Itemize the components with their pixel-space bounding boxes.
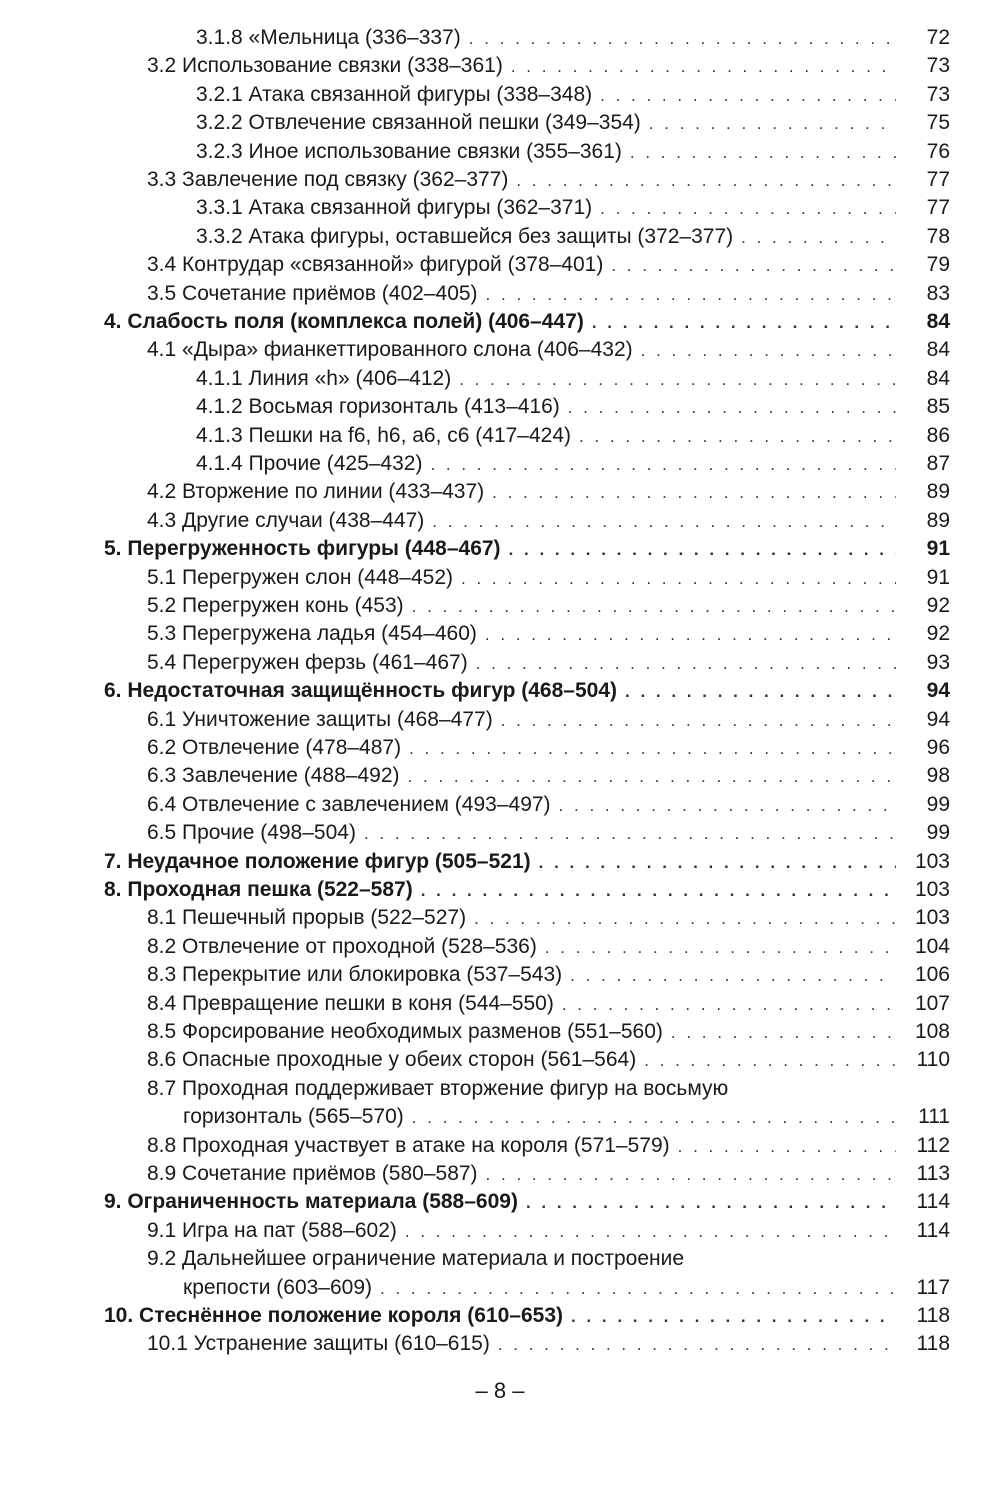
toc-entry-title: 3.5 Сочетание приёмов (402–405) xyxy=(147,281,478,305)
dot-leader xyxy=(644,1047,896,1075)
toc-entry-title: 5. Перегруженность фигуры (448–467) xyxy=(104,537,501,561)
toc-entry-page: 107 xyxy=(914,991,950,1015)
toc-entry-page: 79 xyxy=(926,253,950,277)
toc-entry-title: 3.3.1 Атака связанной фигуры (362–371) xyxy=(196,196,593,220)
toc-entry-title: 4.1 «Дыра» фианкеттированного слона (406–432) xyxy=(147,338,633,362)
toc-entry xyxy=(0,1018,1000,1046)
toc-entry-title: 8.9 Сочетание приёмов (580–587) xyxy=(147,1162,478,1185)
toc-entry-title: 9.2 Дальнейшее ограничение материала и построение xyxy=(147,1247,685,1271)
toc-entry xyxy=(0,791,1000,819)
toc-entry-title: 5.3 Перегружена ладья (454–460) xyxy=(147,622,477,646)
toc-entry xyxy=(0,819,1000,847)
toc-entry-title: 3.1.8 «Мельница (336–337) xyxy=(196,26,461,49)
dot-leader xyxy=(678,1133,896,1161)
dot-leader xyxy=(405,1218,896,1246)
dot-leader xyxy=(486,281,896,309)
toc-entry xyxy=(0,1245,1000,1302)
dot-leader xyxy=(476,650,896,678)
toc-entry xyxy=(0,450,1000,478)
toc-entry-page: 93 xyxy=(926,650,950,674)
toc-entry xyxy=(0,52,1000,80)
dot-leader xyxy=(562,991,896,1019)
toc-entry-title: 4.3 Другие случаи (438–447) xyxy=(147,508,425,532)
toc-entry xyxy=(0,620,1000,648)
toc-entry-page: 75 xyxy=(926,111,950,135)
toc-entry-title: 8.2 Отвлечение от проходной (528–536) xyxy=(147,934,537,958)
toc-entry-title: 9. Ограниченность материала (588–609) xyxy=(104,1190,518,1214)
toc-entry-title: 9.1 Игра на пат (588–602) xyxy=(147,1218,397,1242)
toc-entry xyxy=(0,280,1000,308)
toc-entry-title: 7. Неудачное положение фигур (505–521) xyxy=(104,849,531,873)
toc-entry-page: 89 xyxy=(926,480,950,504)
dot-leader xyxy=(492,479,896,507)
toc-entry-title: 5.4 Перегружен ферзь (461–467) xyxy=(147,650,468,674)
toc-entry-page: 91 xyxy=(926,537,950,561)
toc-entry-page: 118 xyxy=(916,1332,950,1356)
dot-leader xyxy=(611,252,896,280)
dot-leader xyxy=(409,735,896,763)
toc-entry-page: 110 xyxy=(916,1048,950,1072)
toc-entry xyxy=(0,138,1000,166)
toc-entry-continuation: крепости (603–609) xyxy=(183,1275,373,1299)
toc-entry-title: 4.1.1 Линия «h» (406–412) xyxy=(196,366,452,390)
toc-entry-page: 92 xyxy=(926,622,950,646)
toc-chapter xyxy=(0,308,1000,336)
dot-leader xyxy=(641,337,896,365)
dot-leader xyxy=(625,678,896,706)
toc-entry xyxy=(0,194,1000,222)
toc-entry-page: 103 xyxy=(914,906,950,930)
dot-leader xyxy=(568,394,896,422)
toc-chapter xyxy=(0,876,1000,904)
toc-entry-page: 106 xyxy=(914,963,950,987)
toc-entry-title: 4.2 Вторжение по линии (433–437) xyxy=(147,480,485,504)
toc-entry-page: 72 xyxy=(926,26,950,49)
toc-entry-page: 91 xyxy=(926,565,950,589)
toc-entry-title: 8.4 Превращение пешки в коня (544–550) xyxy=(147,991,554,1015)
toc-entry-page: 104 xyxy=(914,934,950,958)
toc-entry-page: 94 xyxy=(926,679,950,703)
toc-entry-page: 112 xyxy=(916,1133,950,1157)
dot-leader xyxy=(412,1104,896,1132)
toc-entry-page: 89 xyxy=(926,508,950,532)
toc-entry-title: 10. Стеснённое положение короля (610–653) xyxy=(104,1304,563,1327)
toc-entry xyxy=(0,1160,1000,1188)
toc-chapter xyxy=(0,677,1000,705)
toc-entry xyxy=(0,251,1000,279)
toc-entry xyxy=(0,1132,1000,1160)
toc-entry-title: 6.5 Прочие (498–504) xyxy=(147,821,356,845)
toc-entry xyxy=(0,24,1000,52)
toc-entry-page: 118 xyxy=(916,1304,950,1327)
toc-entry xyxy=(0,706,1000,734)
toc-entry-title: 4. Слабость поля (комплекса полей) (406–447) xyxy=(104,310,584,333)
toc-entry-title: 4.1.3 Пешки на f6, h6, a6, c6 (417–424) xyxy=(196,423,572,447)
dot-leader xyxy=(511,53,896,81)
toc-entry xyxy=(0,592,1000,620)
toc-entry-page: 114 xyxy=(916,1190,950,1214)
dot-leader xyxy=(412,593,896,621)
toc-entry-page: 86 xyxy=(926,423,950,447)
toc-entry-page: 84 xyxy=(926,338,950,362)
dot-leader xyxy=(509,536,896,564)
toc-entry xyxy=(0,649,1000,677)
toc-entry xyxy=(0,393,1000,421)
toc-entry xyxy=(0,166,1000,194)
toc-entry-title: 8.3 Перекрытие или блокировка (537–543) xyxy=(147,963,563,987)
toc-entry-title: 8.1 Пешечный прорыв (522–527) xyxy=(147,906,467,930)
dot-leader xyxy=(364,820,896,848)
toc-entry xyxy=(0,81,1000,109)
toc-entry xyxy=(0,762,1000,790)
toc-entry-title: 8.8 Проходная участвует в атаке на короля (571–579) xyxy=(147,1133,670,1157)
toc-entry-title: 4.1.2 Восьмая горизонталь (413–416) xyxy=(196,395,560,419)
toc-entry-title: 5.1 Перегружен слон (448–452) xyxy=(147,565,453,589)
toc-entry xyxy=(0,365,1000,393)
toc-entry-page: 92 xyxy=(926,594,950,617)
toc-entry xyxy=(0,1046,1000,1074)
toc-entry-title: 3.2.1 Атака связанной фигуры (338–348) xyxy=(196,82,593,106)
toc-entry-title: 8.7 Проходная поддерживает вторжение фигур на восьмую xyxy=(147,1076,729,1100)
toc-entry-title: 6.4 Отвлечение с завлечением (493–497) xyxy=(147,792,551,816)
toc-entry-title: 5.2 Перегружен конь (453) xyxy=(147,594,404,617)
dot-leader xyxy=(539,849,896,877)
toc-entry-title: 8.5 Форсирование необходимых разменов (551–560) xyxy=(147,1020,663,1043)
dot-leader xyxy=(516,167,896,195)
toc-entry-title: 6.3 Завлечение (488–492) xyxy=(147,764,400,788)
dot-leader xyxy=(600,195,896,223)
toc-entry xyxy=(0,933,1000,961)
toc-entry-title: 3.3 Завлечение под связку (362–377) xyxy=(147,168,509,191)
dot-leader xyxy=(600,82,896,110)
toc-entry-title: 3.2 Использование связки (338–361) xyxy=(147,54,503,78)
toc-entry xyxy=(0,109,1000,137)
toc-entry-title: 6. Недостаточная защищённость фигур (468–504) xyxy=(104,679,618,703)
dot-leader xyxy=(432,508,896,536)
dot-leader xyxy=(469,25,896,53)
dot-leader xyxy=(571,1303,896,1331)
page-number: – 8 – xyxy=(475,1378,525,1403)
toc-entry-page: 108 xyxy=(914,1020,950,1043)
dot-leader xyxy=(545,934,896,962)
toc-entry-continuation: горизонталь (565–570) xyxy=(183,1105,404,1129)
toc-entry-page: 85 xyxy=(926,395,950,419)
toc-entry-page: 77 xyxy=(926,196,950,220)
toc-entry-title: 3.3.2 Атака фигуры, оставшейся без защиты (372–377) xyxy=(196,224,734,248)
dot-leader xyxy=(380,1275,896,1303)
toc-entry xyxy=(0,336,1000,364)
dot-leader xyxy=(649,110,896,138)
toc-entry xyxy=(0,904,1000,932)
toc-chapter xyxy=(0,535,1000,563)
dot-leader xyxy=(559,792,896,820)
toc-entry-page: 83 xyxy=(926,281,950,305)
toc-chapter xyxy=(0,848,1000,876)
dot-leader xyxy=(459,366,896,394)
toc-entry-page: 84 xyxy=(926,310,950,333)
dot-leader xyxy=(501,707,896,735)
toc-entry-page: 117 xyxy=(916,1275,950,1299)
toc-entry-page: 84 xyxy=(926,366,950,390)
toc-entry-page: 98 xyxy=(926,764,950,788)
dot-leader xyxy=(498,1331,896,1359)
dot-leader xyxy=(526,1189,896,1217)
toc-entry xyxy=(0,1075,1000,1132)
toc-entry-title: 8. Проходная пешка (522–587) xyxy=(104,878,413,901)
dot-leader xyxy=(630,139,896,167)
toc-entry-page: 103 xyxy=(914,878,950,901)
toc-entry-page: 111 xyxy=(918,1105,950,1129)
toc-entry-title: 3.2.3 Иное использование связки (355–361) xyxy=(196,139,622,163)
dot-leader xyxy=(408,763,896,791)
toc-entry xyxy=(0,1217,1000,1245)
dot-leader xyxy=(671,1019,896,1047)
toc-entry xyxy=(0,564,1000,592)
toc-entry-page: 99 xyxy=(926,792,950,816)
dot-leader xyxy=(592,309,896,337)
dot-leader xyxy=(741,224,896,252)
toc-entry-page: 87 xyxy=(926,452,950,475)
toc-entry-page: 96 xyxy=(926,736,950,759)
toc-entry-page: 103 xyxy=(914,849,950,873)
dot-leader xyxy=(461,565,896,593)
toc-entry-page: 73 xyxy=(926,82,950,106)
toc-entry xyxy=(0,734,1000,762)
toc-entry-page: 76 xyxy=(926,139,950,163)
toc-entry xyxy=(0,478,1000,506)
toc-entry-page: 99 xyxy=(926,821,950,845)
toc-entry-page: 113 xyxy=(916,1162,950,1185)
toc-chapter xyxy=(0,1302,1000,1330)
toc-entry-title: 6.1 Уничтожение защиты (468–477) xyxy=(147,707,493,731)
toc-entry-title: 6.2 Отвлечение (478–487) xyxy=(147,736,402,759)
toc-entry-page: 94 xyxy=(926,707,950,731)
toc-entry xyxy=(0,990,1000,1018)
toc-entry xyxy=(0,223,1000,251)
toc-entry xyxy=(0,422,1000,450)
toc-entry-title: 10.1 Устранение защиты (610–615) xyxy=(147,1332,490,1356)
toc-entry xyxy=(0,961,1000,989)
dot-leader xyxy=(421,877,896,905)
toc-entry-title: 4.1.4 Прочие (425–432) xyxy=(196,452,423,475)
toc-entry-page: 114 xyxy=(916,1218,950,1242)
toc-entry-page: 77 xyxy=(926,168,950,191)
toc-chapter xyxy=(0,1188,1000,1216)
toc-entry-page: 78 xyxy=(926,224,950,248)
toc-entry-title: 3.4 Контрудар «связанной» фигурой (378–401) xyxy=(147,253,604,277)
dot-leader xyxy=(486,1161,896,1189)
toc-entry-title: 8.6 Опасные проходные у обеих сторон (561–564) xyxy=(147,1048,637,1072)
toc-entry-page: 73 xyxy=(926,54,950,78)
dot-leader xyxy=(485,621,896,649)
dot-leader xyxy=(430,451,896,479)
dot-leader xyxy=(570,962,896,990)
toc-entry-title: 3.2.2 Отвлечение связанной пешки (349–354) xyxy=(196,111,641,135)
dot-leader xyxy=(474,905,896,933)
toc-entry xyxy=(0,507,1000,535)
dot-leader xyxy=(579,423,896,451)
toc-entry xyxy=(0,1330,1000,1358)
